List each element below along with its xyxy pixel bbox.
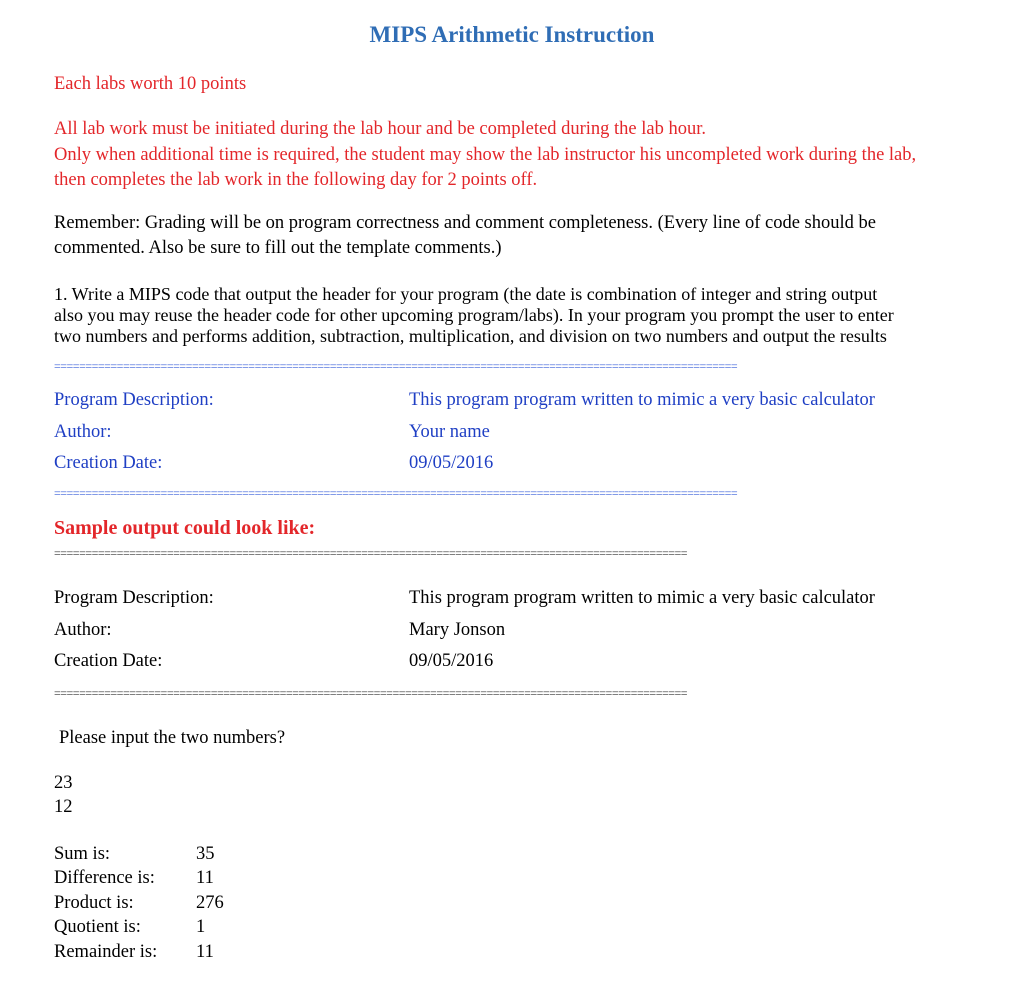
template-value-date: 09/05/2016 <box>409 453 494 473</box>
template-value-description: This program program written to mimic a very basic calculator <box>409 390 875 410</box>
template-label-author: Author: <box>54 422 112 442</box>
result-value-product: 276 <box>196 893 224 913</box>
input-number-1: 23 <box>54 773 73 793</box>
sample-output-heading: Sample output could look like: <box>54 517 316 539</box>
sample-rule-top: ===================================================================================================== <box>54 547 688 559</box>
question-line-1: 1. Write a MIPS code that output the header for your program (the date is combination of integer and string output <box>54 284 878 304</box>
sample-rule-bottom: ===================================================================================================== <box>54 687 688 699</box>
template-rule-bottom: ============================================================================================================= <box>54 487 738 499</box>
template-rule-top: ============================================================================================================= <box>54 360 738 372</box>
sample-value-description: This program program written to mimic a very basic calculator <box>409 588 875 608</box>
sample-label-description: Program Description: <box>54 588 214 608</box>
remember-line-2: commented. Also be sure to fill out the template comments.) <box>54 238 502 258</box>
input-prompt: Please input the two numbers? <box>59 728 286 748</box>
result-value-difference: 11 <box>196 868 214 888</box>
result-value-quotient: 1 <box>196 917 206 937</box>
result-label-sum: Sum is: <box>54 844 111 864</box>
lab-rule-line-2: Only when additional time is required, the student may show the lab instructor his uncompleted work during the lab, <box>54 145 917 165</box>
template-label-date: Creation Date: <box>54 453 163 473</box>
result-label-quotient: Quotient is: <box>54 917 141 937</box>
remember-line-1: Remember: Grading will be on program correctness and comment completeness. (Every line of code should be <box>54 213 876 233</box>
result-label-remainder: Remainder is: <box>54 942 158 962</box>
sample-value-date: 09/05/2016 <box>409 651 494 671</box>
lab-rule-line-1: All lab work must be initiated during the lab hour and be completed during the lab hour. <box>54 119 706 139</box>
question-line-2: also you may reuse the header code for other upcoming program/labs). In your program you prompt the user to enter <box>54 305 894 325</box>
template-label-description: Program Description: <box>54 390 214 410</box>
input-number-2: 12 <box>54 797 73 817</box>
points-note: Each labs worth 10 points <box>54 74 247 94</box>
result-value-remainder: 11 <box>196 942 214 962</box>
lab-rule-line-3: then completes the lab work in the following day for 2 points off. <box>54 170 538 190</box>
result-value-sum: 35 <box>196 844 215 864</box>
result-label-product: Product is: <box>54 893 134 913</box>
question-line-3: two numbers and performs addition, subtraction, multiplication, and division on two numbers and output the results <box>54 326 887 346</box>
sample-value-author: Mary Jonson <box>409 620 506 640</box>
sample-label-date: Creation Date: <box>54 651 163 671</box>
template-value-author: Your name <box>409 422 490 442</box>
result-label-difference: Difference is: <box>54 868 155 888</box>
page-title: MIPS Arithmetic Instruction <box>369 22 655 47</box>
sample-label-author: Author: <box>54 620 112 640</box>
